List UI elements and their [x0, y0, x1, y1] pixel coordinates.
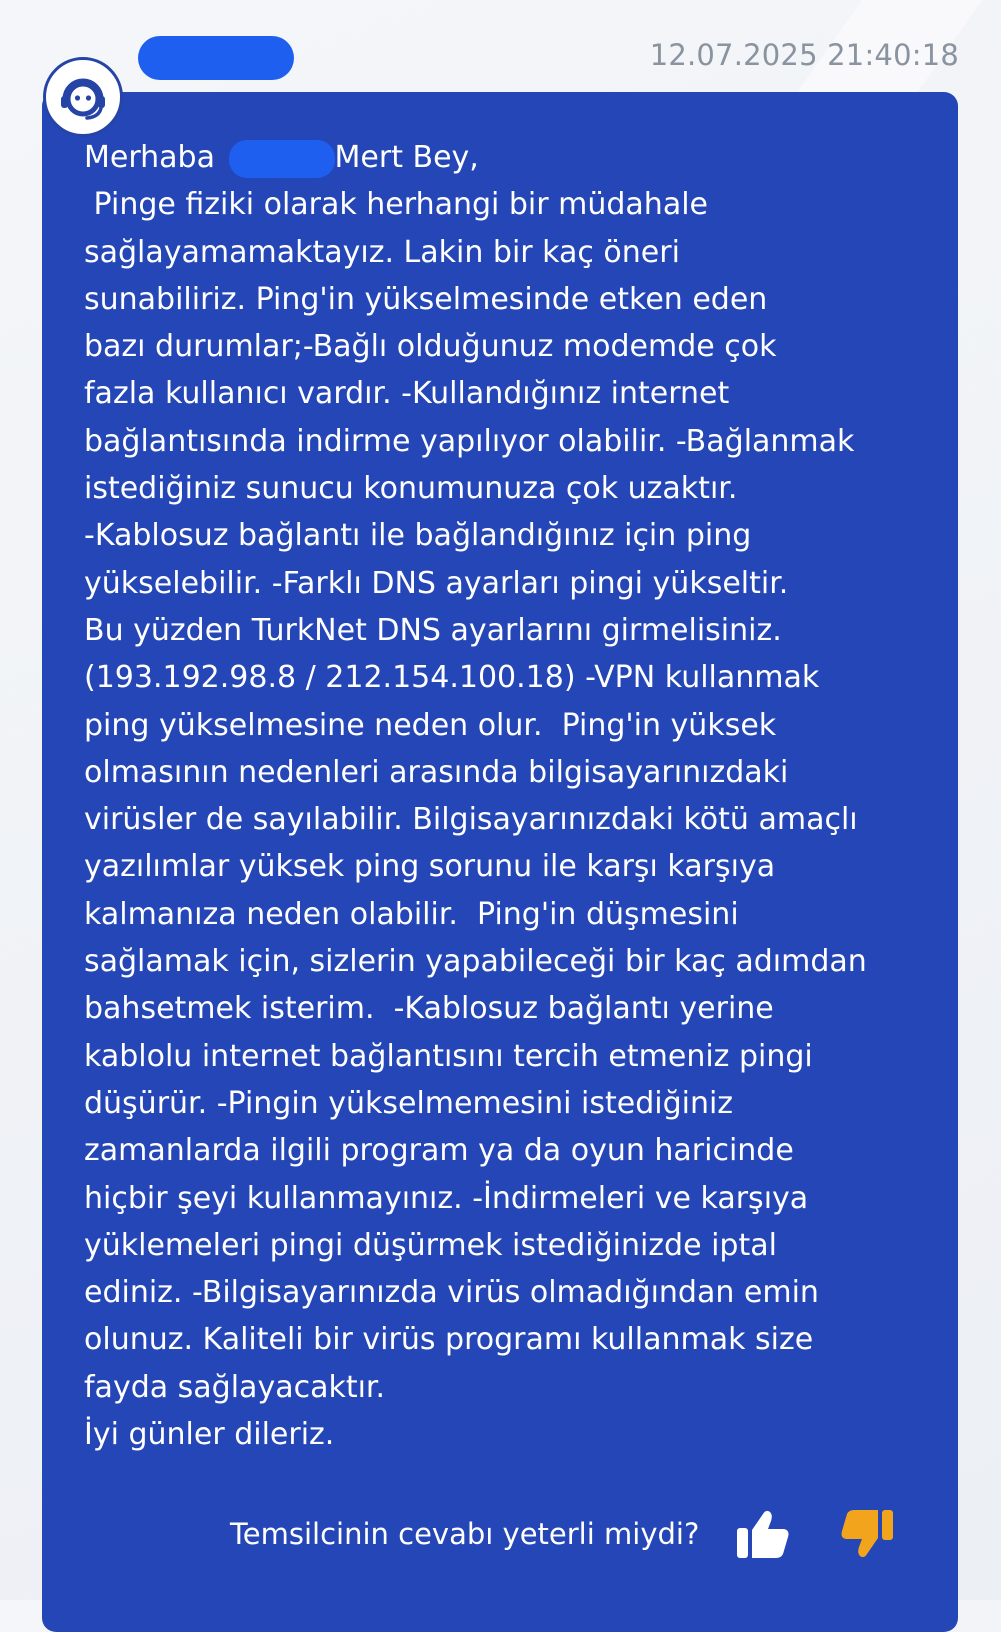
thumbs-down-button[interactable] [837, 1506, 897, 1562]
thumbs-down-icon [839, 1508, 895, 1560]
feedback-question: Temsilcinin cevabı yeterli miydi? [230, 1517, 700, 1551]
redacted-agent-name [138, 36, 294, 80]
thumbs-up-icon [735, 1508, 791, 1560]
message-text [84, 134, 914, 1458]
agent-avatar [43, 57, 123, 137]
thumbs-up-button[interactable] [733, 1506, 793, 1562]
feedback-bar [230, 1506, 897, 1562]
greeting-prefix: Merhaba [84, 140, 215, 175]
redacted-customer-name [229, 140, 335, 178]
support-agent-icon [55, 69, 111, 125]
greeting-suffix: Mert Bey, [334, 140, 479, 175]
message-timestamp: 12.07.2025 21:40:18 [649, 38, 959, 72]
message-body: Pinge fiziki olarak herhangi bir müdahale sağlayamamaktayız. Lakin bir kaç öneri sunabiliriz. Ping'in yükselmesinde etken eden bazı durumlar;-Bağlı olduğunuz modemde çok fazla kullanıcı vardır. -Kullandığınız internet bağlantısında indirme yapılıyor olabilir. -Bağlanmak istediğiniz sunucu konumunuza çok uzaktır. -Kablosuz bağlantı ile bağlandığınız için ping yükselebilir. -Farklı DNS ayarları pingi yükseltir. Bu yüzden TurkNet DNS ayarlarını girmelisiniz. (193.192.98.8 / 212.154.100.18) -VPN kullanmak ping yükselmesine neden olur. Ping'in yüksek olmasının nedenleri arasında bilgisayarınızdaki virüsler de sayılabilir. Bilgisayarınızdaki kötü amaçlı yazılımlar yüksek ping sorunu ile karşı karşıya kalmanıza neden olabilir. Ping'in düşmesini sağlamak için, sizlerin yapabileceği bir kaç adımdan bahsetmek isterim. -Kablosuz bağlantı yerine kablolu internet bağlantısını tercih etmeniz pingi düşürür. -Pingin yükselmemesini istediğiniz zamanlarda ilgili program ya da oyun haricinde hiçbir şeyi kullanmayınız. -İndirmeleri ve karşıya yüklemeleri pingi düşürmek istediğinizde iptal ediniz. -Bilgisayarınızda virüs olmadığından emin olunuz. Kaliteli bir virüs programı kullanmak size fayda sağlayacaktır. İyi günler dileriz. [84, 187, 867, 1453]
